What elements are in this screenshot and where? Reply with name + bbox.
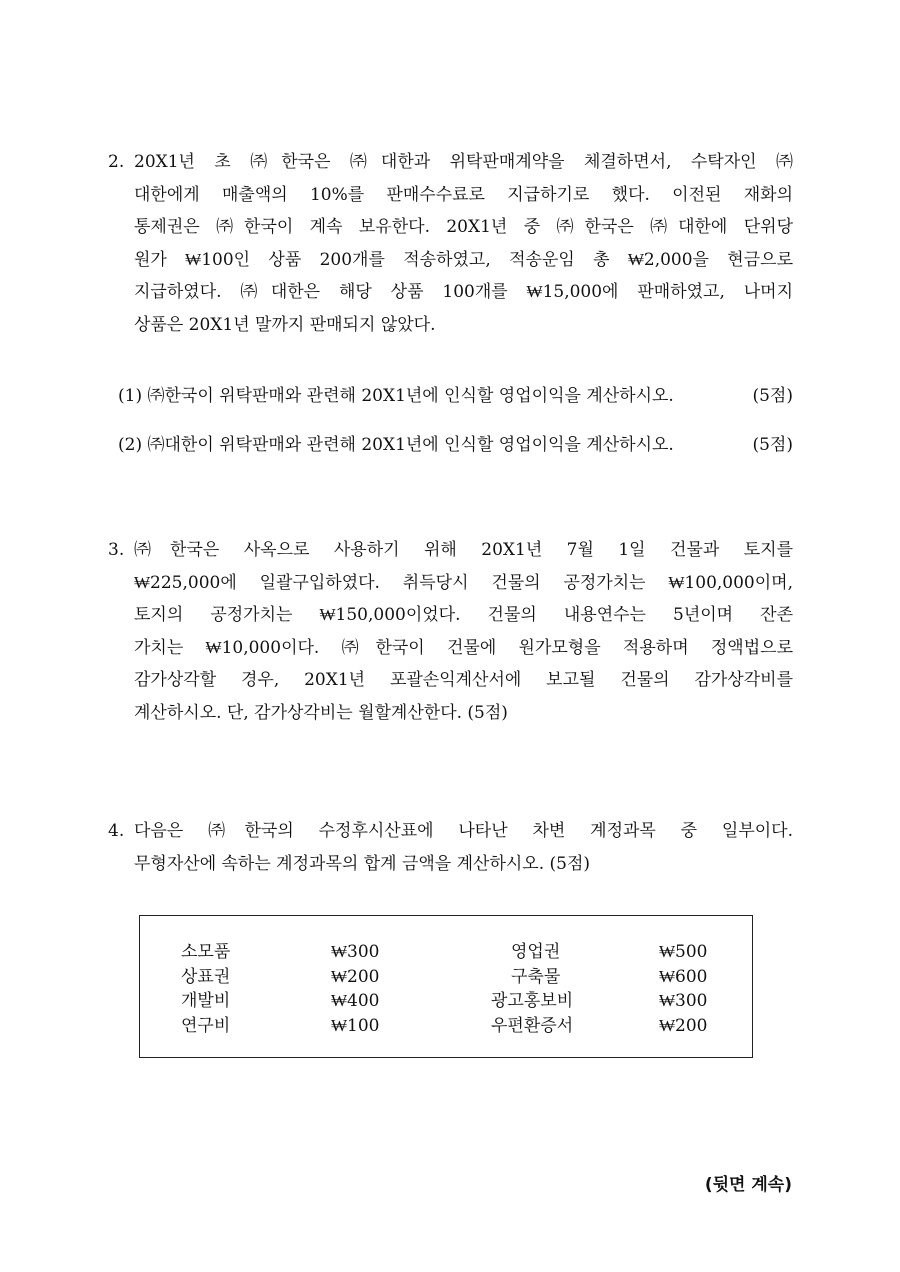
question-text-line: 통제권은 ㈜한국이 계속 보유한다. 20X1년 중 ㈜한국은 ㈜대한에 단위당 — [134, 217, 793, 237]
question-2 — [108, 146, 793, 341]
continued-on-back-note: (뒷면 계속) — [704, 1175, 792, 1195]
account-name: 소모품 — [181, 942, 231, 962]
sub-question-text: (1) ㈜한국이 위탁판매와 관련해 20X1년에 인식할 영업이익을 계산하시오. — [118, 386, 674, 406]
question-text-line: 무형자산에 속하는 계정과목의 합계 금액을 계산하시오. (5점) — [134, 853, 591, 874]
account-name: 상표권 — [181, 966, 231, 987]
question-text-line: ㈜한국은 사옥으로 사용하기 위해 20X1년 7월 1일 건물과 토지를 — [134, 540, 793, 560]
question-text-line: 상품은 20X1년 말까지 판매되지 않았다. — [134, 314, 436, 335]
question-text-line: 토지의 공정가치는 ₩150,000이었다. 건물의 내용연수는 5년이며 잔존 — [134, 605, 793, 625]
question-text-line: 가치는 ₩10,000이다. ㈜한국이 건물에 원가모형을 적용하며 정액법으로 — [134, 637, 793, 658]
question-text-line: 감가상각할 경우, 20X1년 포괄손익계산서에 보고될 건물의 감가상각비를 — [134, 670, 793, 690]
sub-question-points: (5점) — [752, 435, 793, 455]
question-text-line: 원가 ₩100인 상품 200개를 적송하였고, 적송운임 총 ₩2,000을 현금으로 — [134, 249, 793, 270]
sub-question-points: (5점) — [752, 386, 793, 406]
account-name: 연구비 — [181, 1015, 231, 1036]
account-amount: ₩600 — [659, 966, 708, 987]
question-number: 2. — [108, 152, 125, 172]
question-4 — [108, 815, 793, 880]
account-amount: ₩100 — [331, 1015, 380, 1036]
account-amount: ₩300 — [331, 942, 380, 962]
question-number: 3. — [108, 540, 125, 560]
question-text-line: 다음은 ㈜한국의 수정후시산표에 나타난 차변 계정과목 중 일부이다. — [134, 821, 793, 841]
account-amount: ₩200 — [659, 1015, 708, 1036]
account-name: 영업권 — [511, 942, 561, 962]
account-name: 광고홍보비 — [491, 991, 574, 1011]
question-text-line: ₩225,000에 일괄구입하였다. 취득당시 건물의 공정가치는 ₩100,000이며, — [134, 572, 793, 593]
question-text-line: 20X1년 초 ㈜한국은 ㈜대한과 위탁판매계약을 체결하면서, 수탁자인 ㈜ — [134, 152, 793, 172]
account-amount: ₩200 — [331, 966, 380, 987]
question-text-line: 대한에게 매출액의 10%를 판매수수료로 지급하기로 했다. 이전된 재화의 — [134, 184, 793, 205]
account-name: 개발비 — [181, 991, 231, 1011]
account-amount: ₩400 — [331, 991, 380, 1011]
account-name: 구축물 — [511, 966, 561, 987]
question-text-line: 지급하였다. ㈜대한은 해당 상품 100개를 ₩15,000에 판매하였고, 나머지 — [134, 282, 793, 302]
account-table — [139, 915, 753, 1058]
sub-question-text: (2) ㈜대한이 위탁판매와 관련해 20X1년에 인식할 영업이익을 계산하시오. — [118, 435, 674, 455]
sub-question-2 — [118, 432, 793, 458]
sub-question-1 — [118, 383, 793, 409]
question-3 — [108, 534, 793, 729]
account-amount: ₩300 — [659, 991, 708, 1011]
account-name: 우편환증서 — [491, 1015, 574, 1036]
question-number: 4. — [108, 821, 125, 841]
question-text-line: 계산하시오. 단, 감가상각비는 월할계산한다. (5점) — [134, 702, 508, 723]
account-amount: ₩500 — [659, 942, 708, 962]
